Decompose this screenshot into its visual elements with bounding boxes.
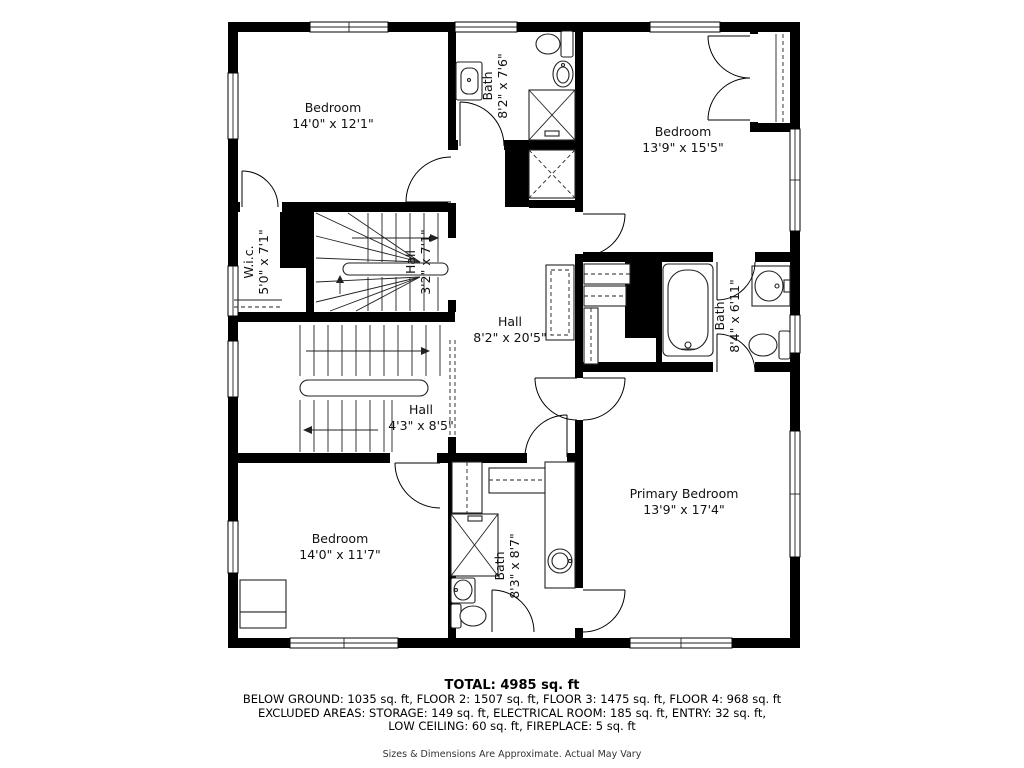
disclaimer-text: Sizes & Dimensions Are Approximate. Actual May Vary (382, 748, 642, 760)
area-summary (0, 678, 1024, 760)
svg-text:8'4" x 6'11": 8'4" x 6'11" (727, 279, 742, 353)
window (228, 341, 238, 397)
svg-text:Bedroom: Bedroom (311, 531, 369, 546)
door-arc (583, 378, 625, 420)
window (228, 521, 238, 573)
hall-cabinets (546, 264, 630, 364)
svg-text:Hall: Hall (408, 402, 434, 417)
door-arc (406, 157, 451, 202)
room-label-hall-center (473, 314, 546, 345)
door-arc (708, 78, 750, 120)
shower-icon (451, 514, 498, 576)
svg-text:Bedroom: Bedroom (304, 100, 362, 115)
svg-text:8'2" x 20'5": 8'2" x 20'5" (473, 330, 547, 345)
sink-icon (456, 62, 482, 100)
excluded-areas-line2: LOW CEILING: 60 sq. ft, FIREPLACE: 5 sq. ft (388, 719, 636, 733)
svg-text:14'0" x 12'1": 14'0" x 12'1" (292, 116, 374, 131)
svg-text:13'9" x 17'4": 13'9" x 17'4" (643, 502, 725, 517)
svg-text:Bedroom: Bedroom (654, 124, 712, 139)
room-label-hall-lower (388, 402, 454, 433)
door-arc (525, 415, 567, 457)
room-label-hall-upper (403, 229, 433, 295)
room-label-bedroom-top-left (292, 100, 373, 131)
sink-icon (451, 578, 475, 603)
toilet-icon (536, 31, 573, 57)
window (790, 129, 800, 231)
svg-text:Primary Bedroom: Primary Bedroom (629, 486, 739, 501)
shower-icon (529, 90, 575, 140)
window (790, 315, 800, 353)
door-arc (708, 36, 750, 78)
sink-icon (752, 266, 790, 306)
svg-text:Bath: Bath (492, 551, 507, 581)
svg-text:8'3" x 8'7": 8'3" x 8'7" (507, 533, 522, 599)
room-label-bedroom-top-right (642, 124, 723, 155)
window (455, 22, 517, 32)
toilet-icon (451, 604, 486, 628)
window (228, 266, 238, 316)
door-arc (395, 463, 440, 508)
svg-text:13'9" x 15'5": 13'9" x 15'5" (642, 140, 724, 155)
svg-text:Bath: Bath (480, 71, 495, 101)
bathtub-icon (663, 264, 713, 356)
total-area: TOTAL: 4985 sq. ft (444, 678, 580, 693)
toilet-icon (749, 331, 790, 359)
svg-text:Bath: Bath (712, 301, 727, 331)
window (228, 73, 238, 139)
window (790, 431, 800, 557)
sink-icon (553, 61, 573, 87)
svg-text:14'0" x 11'7": 14'0" x 11'7" (299, 547, 381, 562)
window (630, 638, 732, 648)
svg-text:5'0" x 7'1": 5'0" x 7'1" (256, 229, 271, 295)
svg-text:4'3" x 8'5": 4'3" x 8'5" (388, 418, 454, 433)
room-label-wic (241, 229, 271, 295)
door-arc (583, 590, 625, 632)
room-label-bedroom-bottom-left (299, 531, 380, 562)
skylight-chase (529, 150, 575, 198)
room-label-primary-bedroom (630, 486, 739, 517)
window (650, 22, 720, 32)
excluded-areas-line: EXCLUDED AREAS: STORAGE: 149 sq. ft, ELECTRICAL ROOM: 185 sq. ft, ENTRY: 32 sq. ft, (257, 705, 767, 720)
door-arc (583, 214, 625, 256)
svg-text:W.i.c.: W.i.c. (241, 245, 256, 279)
window (290, 638, 398, 648)
svg-text:8'2" x 7'6": 8'2" x 7'6" (495, 53, 510, 119)
vanity-sink-icon (545, 462, 575, 588)
door-arc (535, 378, 577, 420)
bath-top-fixtures (456, 31, 575, 140)
svg-text:Hall: Hall (497, 314, 523, 329)
window (310, 22, 388, 32)
door-arc (242, 171, 278, 207)
svg-text:3'2" x 7'1": 3'2" x 7'1" (418, 229, 433, 295)
floor-areas-line: BELOW GROUND: 1035 sq. ft, FLOOR 2: 1507 sq. ft, FLOOR 3: 1475 sq. ft, FLOOR 4: 968 sq. ft (242, 692, 782, 706)
svg-text:Hall: Hall (403, 249, 418, 275)
